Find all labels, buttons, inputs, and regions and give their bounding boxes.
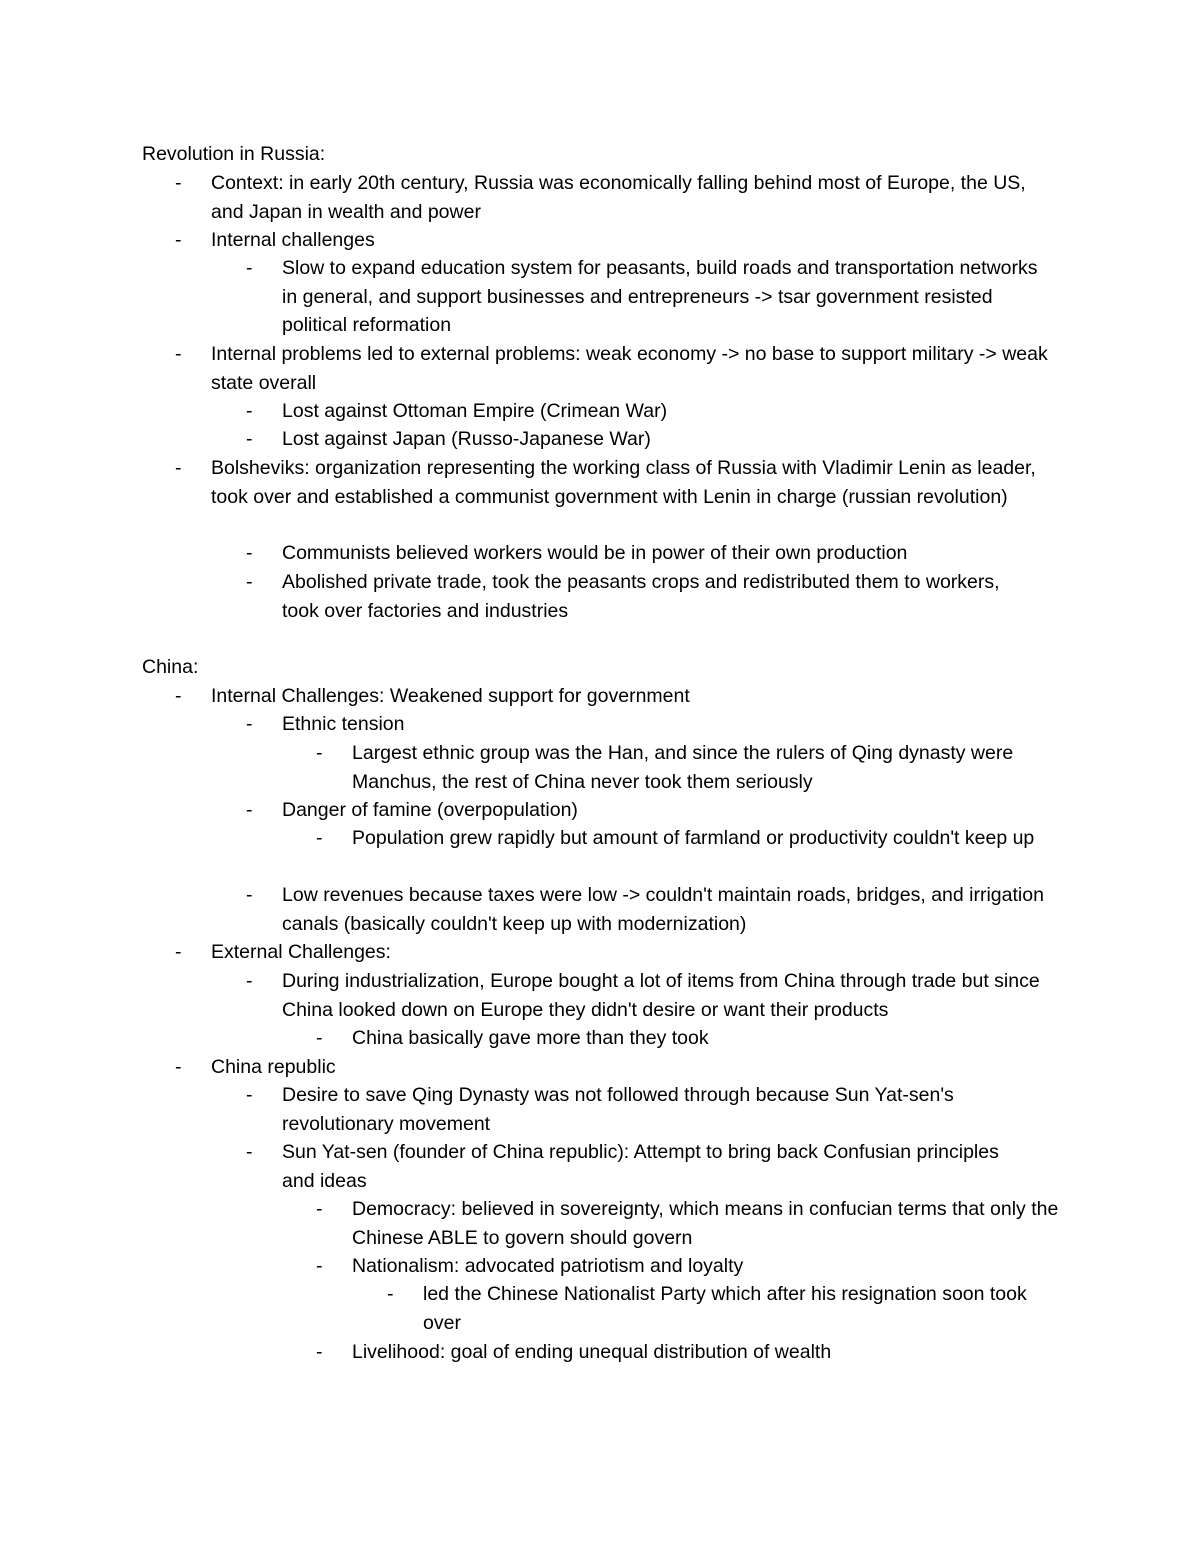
list-item-text: Communists believed workers would be in power of their own production: [282, 542, 908, 564]
list-item-text: Abolished private trade, took the peasants crops and redistributed them to workers, took over factories and industries: [282, 571, 1000, 622]
list-item-text: Ethnic tension: [282, 713, 405, 735]
list-item-text: Lost against Ottoman Empire (Crimean War): [282, 400, 668, 422]
bullet-dash: -: [246, 970, 253, 992]
bullet-dash: -: [246, 884, 253, 906]
list-item: [175, 226, 1061, 255]
list-item-text: Internal problems led to external problems: weak economy -> no base to support military -> weak state overall: [211, 343, 1048, 394]
bullet-dash: -: [246, 571, 253, 593]
list-item-text: Largest ethnic group was the Han, and since the rulers of Qing dynasty were Manchus, the rest of China never took them seriously: [352, 742, 1014, 793]
list-item: [246, 539, 1062, 568]
section-heading-china: China:: [142, 656, 199, 678]
list-item-text: External Challenges:: [211, 941, 391, 963]
bullet-dash: -: [246, 1141, 253, 1163]
list-item: [316, 1338, 1062, 1367]
list-item: [175, 340, 1066, 397]
list-item: [175, 454, 1071, 511]
list-item: [246, 1138, 1002, 1195]
list-item-text: Danger of famine (overpopulation): [282, 799, 578, 821]
bullet-dash: -: [175, 685, 182, 707]
bullet-dash: -: [246, 1084, 253, 1106]
list-item: [316, 824, 1042, 853]
list-item-text: Internal challenges: [211, 229, 375, 251]
list-item: [246, 425, 1062, 454]
list-item-text: Desire to save Qing Dynasty was not followed through because Sun Yat-sen's revolutionary movement: [282, 1084, 954, 1135]
list-item: [175, 938, 1061, 967]
list-item-text: Bolsheviks: organization representing the working class of Russia with Vladimir Lenin as leader, took over and established a communist government with Lenin in charge (russian revolution): [211, 457, 1036, 508]
list-item: [246, 397, 1062, 426]
bullet-dash: -: [246, 428, 253, 450]
list-item: [246, 967, 1067, 1024]
bullet-dash: -: [316, 1198, 323, 1220]
list-item-text: Slow to expand education system for peasants, build roads and transportation networks in general, and support businesses and entrepreneurs -> tsar government resisted political reformation: [282, 257, 1038, 336]
list-item-text: Lost against Japan (Russo-Japanese War): [282, 428, 651, 450]
bullet-dash: -: [246, 542, 253, 564]
list-item: [316, 1252, 1062, 1281]
list-item-text: led the Chinese Nationalist Party which after his resignation soon took over: [423, 1283, 1027, 1334]
bullet-dash: -: [246, 257, 253, 279]
list-item-text: China republic: [211, 1056, 336, 1078]
list-item-text: Context: in early 20th century, Russia was economically falling behind most of Europe, the US, and Japan in wealth and power: [211, 172, 1026, 223]
bullet-dash: -: [316, 1255, 323, 1277]
bullet-dash: -: [387, 1283, 394, 1305]
list-item: [246, 710, 1062, 739]
list-item: [316, 1024, 1052, 1053]
bullet-dash: -: [175, 941, 182, 963]
bullet-dash: -: [175, 172, 182, 194]
bullet-dash: -: [246, 400, 253, 422]
list-item-text: Internal Challenges: Weakened support for government: [211, 685, 690, 707]
bullet-dash: -: [246, 713, 253, 735]
list-item: [246, 1081, 1052, 1138]
list-item: [316, 739, 1052, 796]
section-heading-russia: Revolution in Russia:: [142, 143, 326, 165]
list-item: [175, 682, 1061, 711]
bullet-dash: -: [175, 457, 182, 479]
list-item-text: During industrialization, Europe bought a lot of items from China through trade but since China looked down on Europe they didn't desire or want their products: [282, 970, 1040, 1021]
bullet-dash: -: [175, 229, 182, 251]
list-item: [175, 169, 1061, 226]
list-item: [246, 254, 1044, 340]
list-item: [175, 1053, 1061, 1082]
bullet-dash: -: [316, 742, 323, 764]
bullet-dash: -: [175, 1056, 182, 1078]
bullet-dash: -: [316, 1341, 323, 1363]
list-item: [246, 796, 1062, 825]
bullet-dash: -: [175, 343, 182, 365]
list-item-text: Low revenues because taxes were low -> couldn't maintain roads, bridges, and irrigation canals (basically couldn't keep up with modernization): [282, 884, 1044, 935]
list-item: [246, 881, 1052, 938]
list-item: [316, 1195, 1062, 1252]
list-item-text: Sun Yat-sen (founder of China republic): Attempt to bring back Confusian principles and ideas: [282, 1141, 999, 1192]
list-item-text: China basically gave more than they took: [352, 1027, 709, 1049]
list-item: [387, 1280, 1063, 1337]
list-item-text: Population grew rapidly but amount of farmland or productivity couldn't keep up: [352, 827, 1035, 849]
list-item-text: Democracy: believed in sovereignty, which means in confucian terms that only the Chinese ABLE to govern should govern: [352, 1198, 1059, 1249]
list-item: [246, 568, 1004, 625]
bullet-dash: -: [316, 1027, 323, 1049]
bullet-dash: -: [246, 799, 253, 821]
list-item-text: Nationalism: advocated patriotism and loyalty: [352, 1255, 744, 1277]
list-item-text: Livelihood: goal of ending unequal distribution of wealth: [352, 1341, 832, 1363]
bullet-dash: -: [316, 827, 323, 849]
